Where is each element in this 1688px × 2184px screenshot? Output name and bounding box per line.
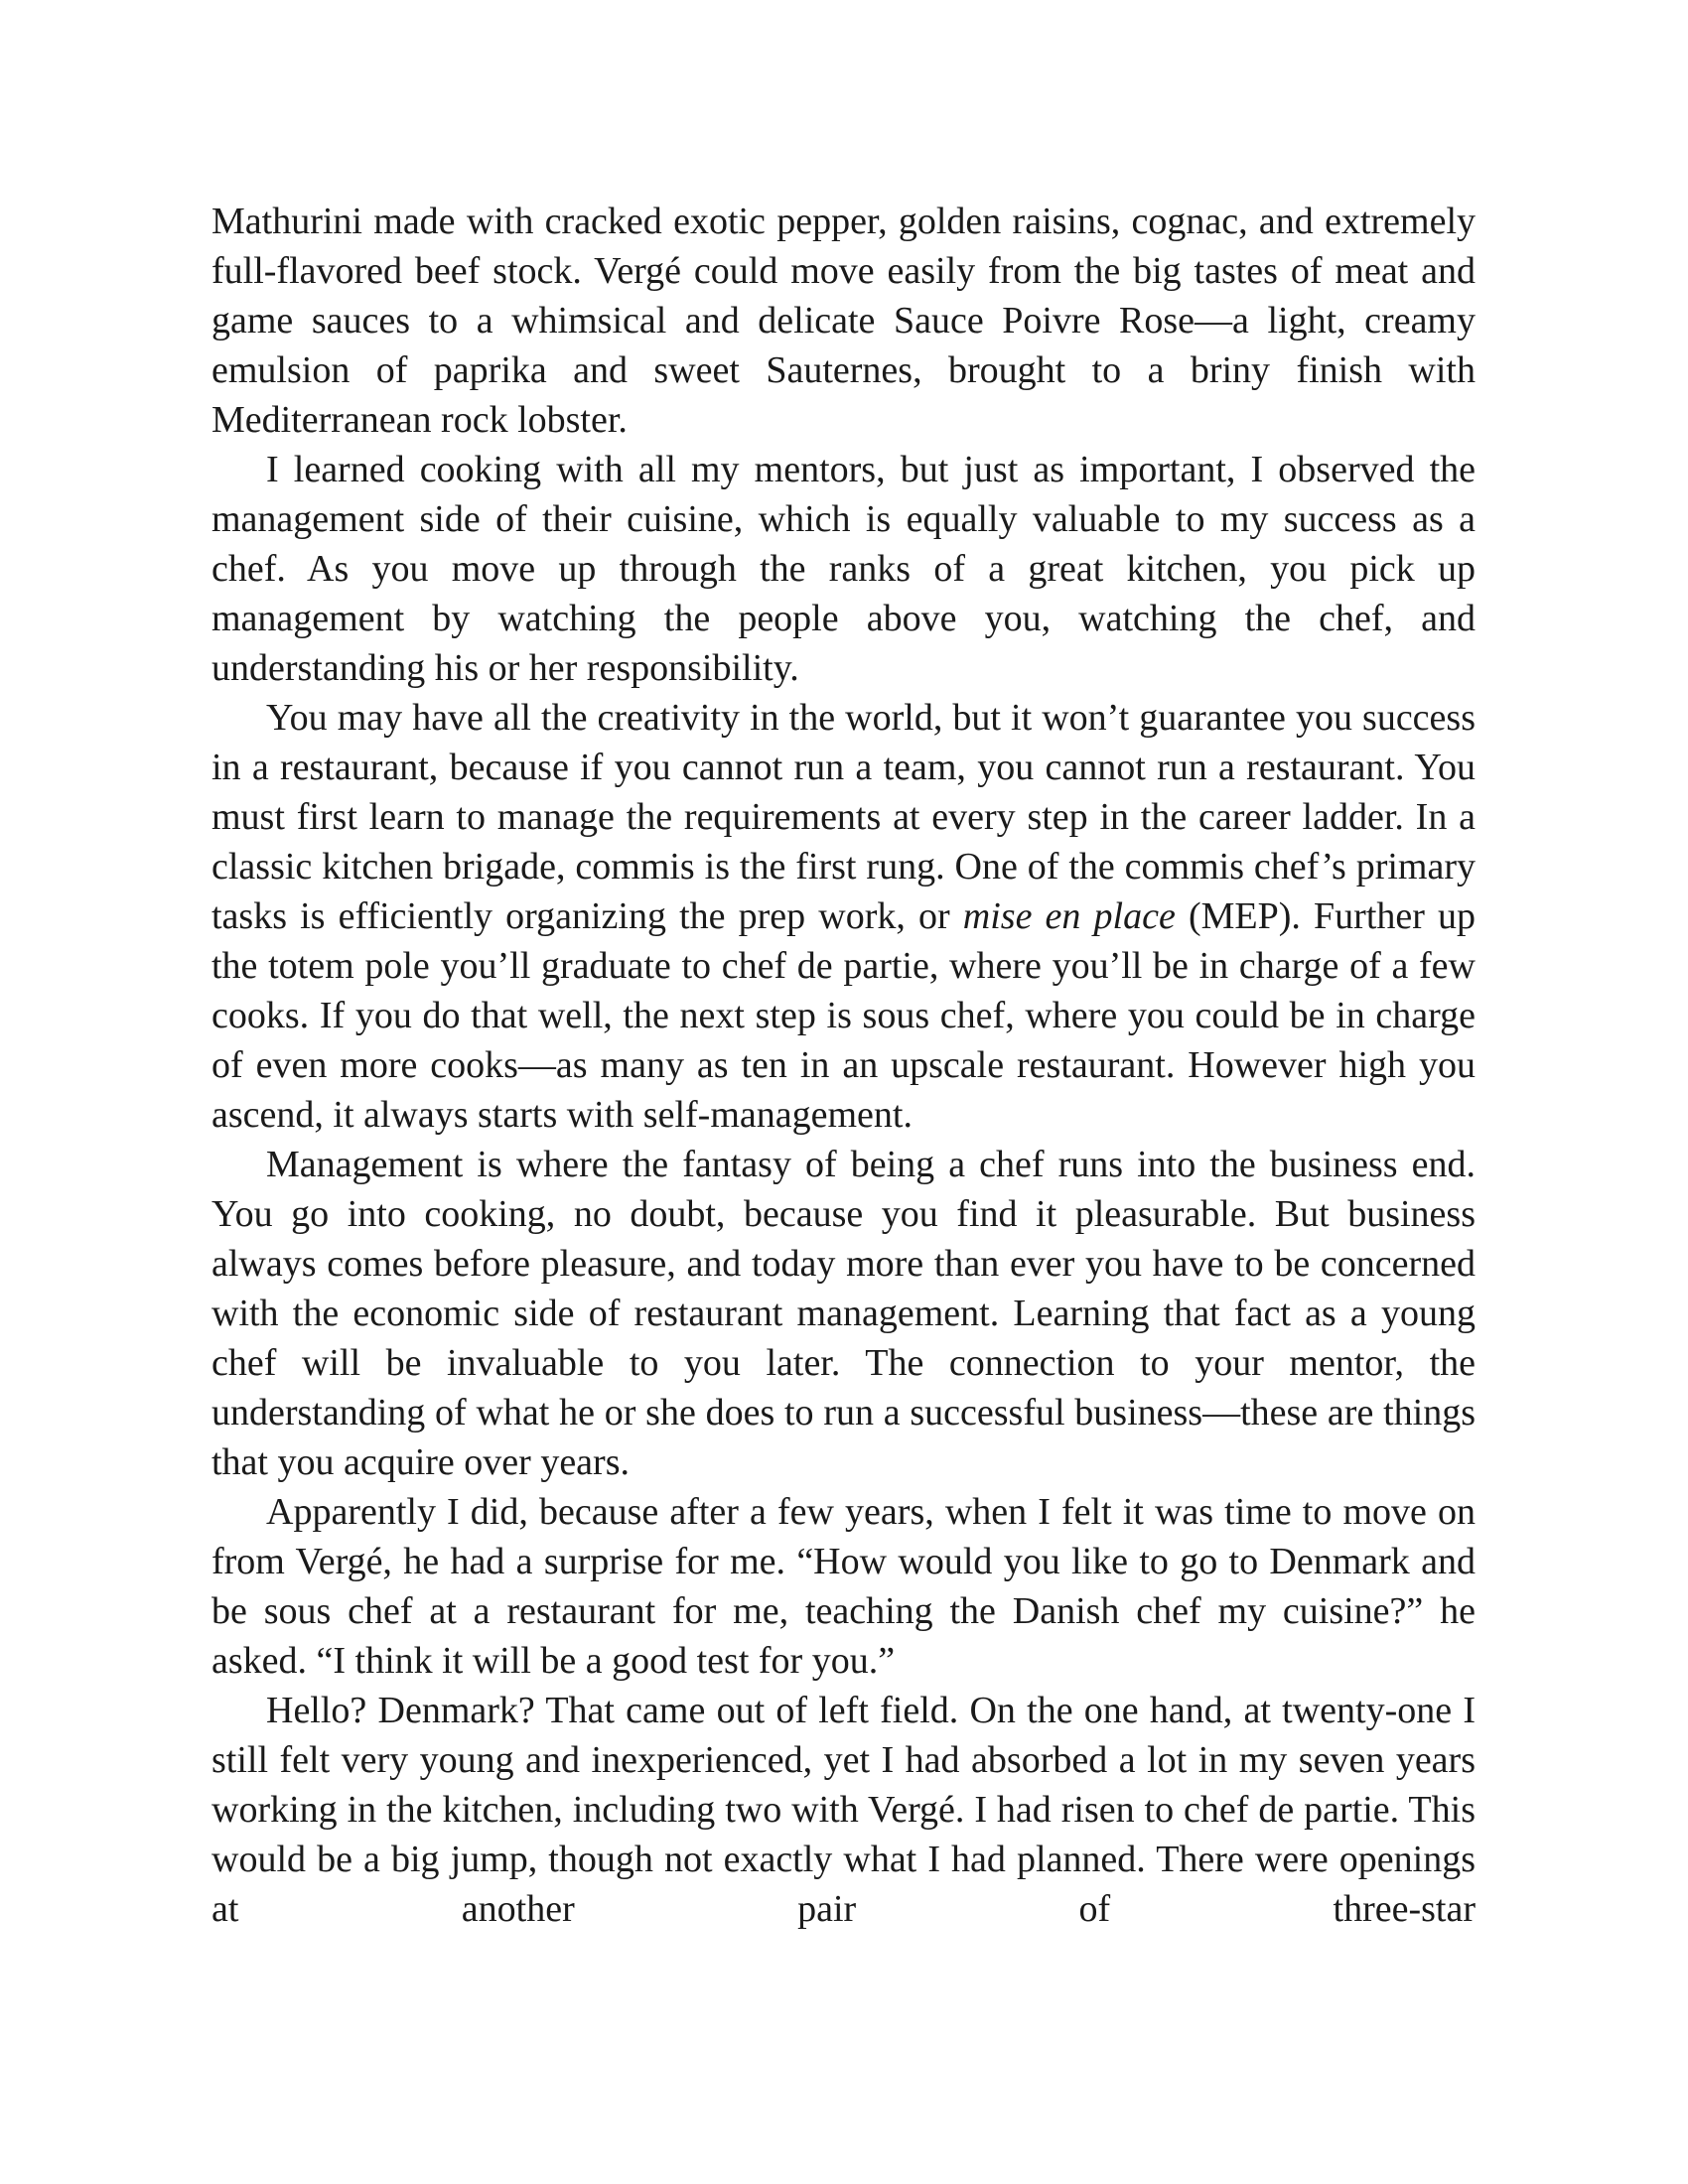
paragraph-6: Hello? Denmark? That came out of left field. On the one hand, at twenty-one I still felt very young and inexperienced, yet I had absorbed a lot in my seven years working in the kitchen, including two with Vergé. I had risen to chef de partie. This would be a big jump, though not exactly what I had planned. There were openings at another pair of three-star	[211, 1690, 1476, 1930]
paragraph-3-text-before: You may have all the creativity in the world, but it won’t guarantee you success in a restaurant, because if you cannot run a team, you cannot run a restaurant. You must first learn to manage the requirements at every step in the career ladder. In a classic kitchen brigade, commis is the first rung. One of the commis chef’s primary tasks is efficiently organizing the prep work, or	[211, 697, 1476, 937]
page-body	[211, 197, 1476, 1934]
paragraph-4: Management is where the fantasy of being a chef runs into the business end. You go into cooking, no doubt, because you find it pleasurable. But business always comes before pleasure, and today more than ever you have to be concerned with the economic side of restaurant management. Learning that fact as a young chef will be invaluable to you later. The connection to your mentor, the understanding of what he or she does to run a successful business—these are things that you acquire over years.	[211, 1144, 1476, 1483]
paragraph-5: Apparently I did, because after a few years, when I felt it was time to move on from Vergé, he had a surprise for me. “How would you like to go to Denmark and be sous chef at a restaurant for me, teaching the Danish chef my cuisine?” he asked. “I think it will be a good test for you.”	[211, 1491, 1476, 1682]
paragraph-2: I learned cooking with all my mentors, but just as important, I observed the management side of their cuisine, which is equally valuable to my success as a chef. As you move up through the ranks of a great kitchen, you pick up management by watching the people above you, watching the chef, and understanding his or her responsibility.	[211, 449, 1476, 689]
paragraph-1: Mathurini made with cracked exotic pepper, golden raisins, cognac, and extremely full-flavored beef stock. Vergé could move easily from the big tastes of meat and game sauces to a whimsical and delicate Sauce Poivre Rose—a light, creamy emulsion of paprika and sweet Sauternes, brought to a briny finish with Mediterranean rock lobster.	[211, 201, 1476, 441]
paragraph-3	[211, 693, 1476, 1140]
paragraph-3-text-after: (MEP). Further up the totem pole you’ll graduate to chef de partie, where you’ll be in charge of a few cooks. If you do that well, the next step is sous chef, where you could be in charge of even more cooks—as many as ten in an upscale restaurant. However high you ascend, it always starts with self-management.	[211, 895, 1477, 1136]
paragraph-3-italic-term: mise en place	[962, 895, 1176, 937]
